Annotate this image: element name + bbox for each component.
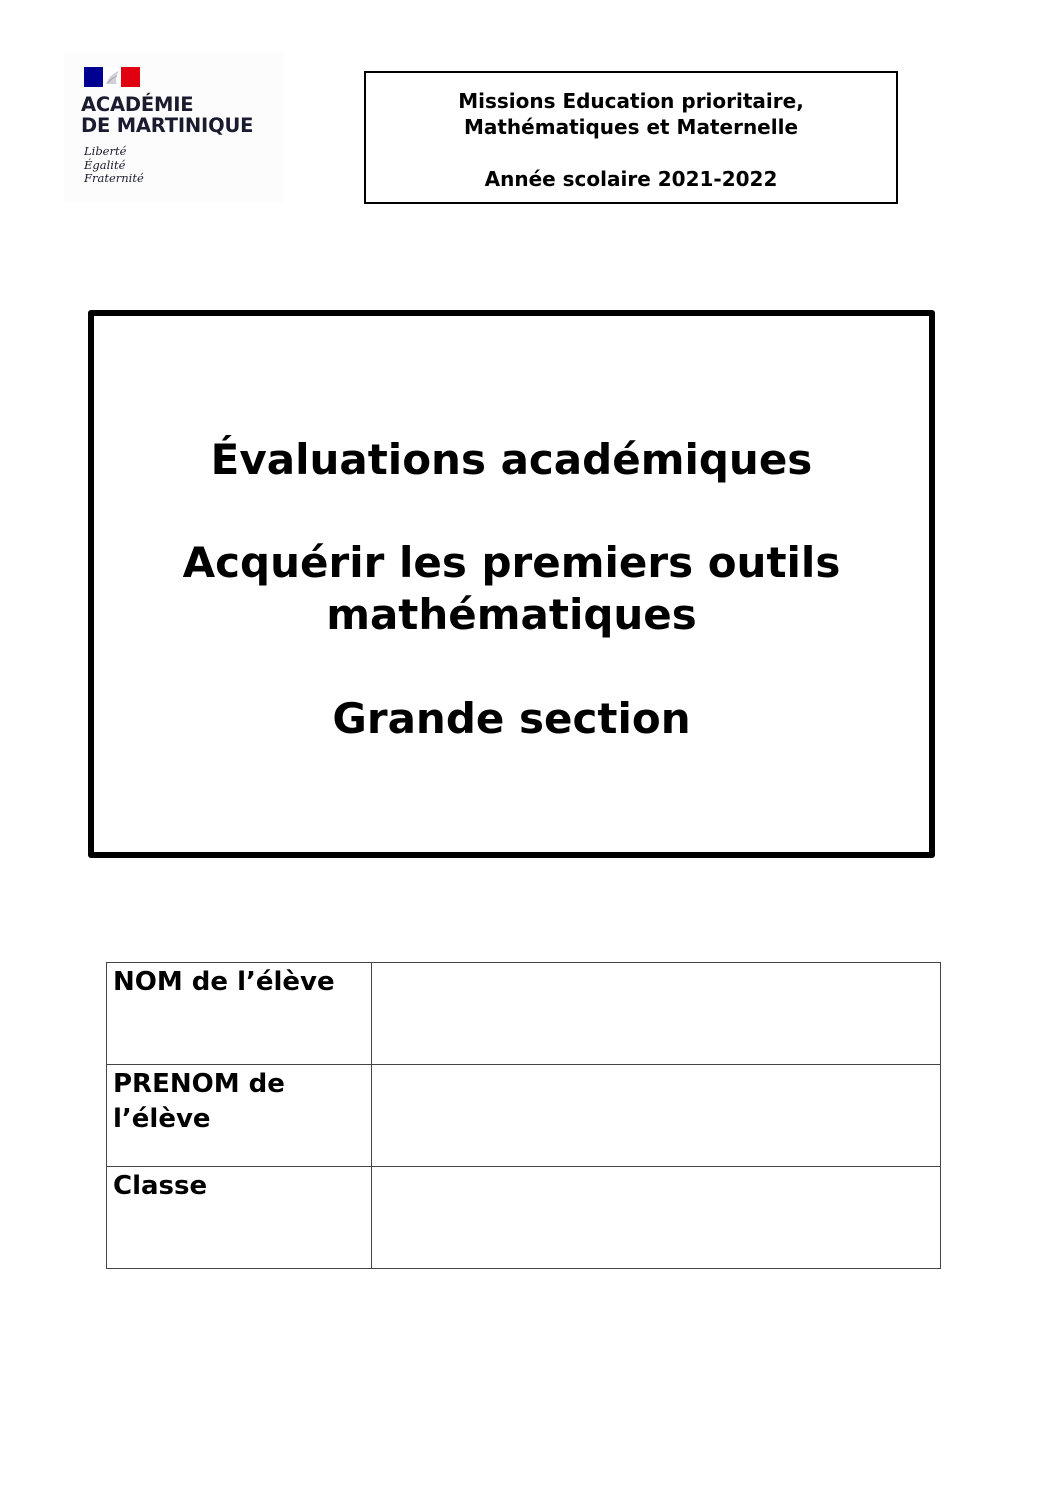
republic-motto [84,145,144,186]
table-row-prenom [107,1065,941,1167]
class-label: Classe [107,1167,372,1269]
student-info-table [106,962,941,1269]
student-lastname-label: NOM de l’élève [107,963,372,1065]
motto-liberte: Liberté [84,144,127,158]
student-firstname-field[interactable] [372,1065,941,1167]
motto-fraternite: Fraternité [84,171,144,185]
student-lastname-field[interactable] [372,963,941,1065]
header-subjects-line: Mathématiques et Maternelle [463,115,799,139]
class-field[interactable] [372,1167,941,1269]
table-row-classe [107,1167,941,1269]
student-firstname-label: PRENOM de l’élève [107,1065,372,1167]
domain-title-line-1: Acquérir les premiers outils [182,538,841,587]
table-row-nom [107,963,941,1065]
header-missions-line: Missions Education prioritaire, [458,89,804,113]
marianne-flag-icon [84,67,140,87]
school-year: Année scolaire 2021-2022 [484,167,778,191]
domain-title-line-2: mathématiques [326,590,697,639]
missions-header-box [364,71,898,204]
evaluation-title: Évaluations académiques [210,435,813,484]
academie-name [81,94,253,136]
academie-logo [64,52,284,202]
motto-egalite: Égalité [84,157,126,172]
grade-level-title: Grande section [332,694,691,743]
title-box [88,310,935,858]
academie-name-line-1: ACADÉMIE [81,93,194,116]
academie-name-line-2: DE MARTINIQUE [81,114,254,137]
